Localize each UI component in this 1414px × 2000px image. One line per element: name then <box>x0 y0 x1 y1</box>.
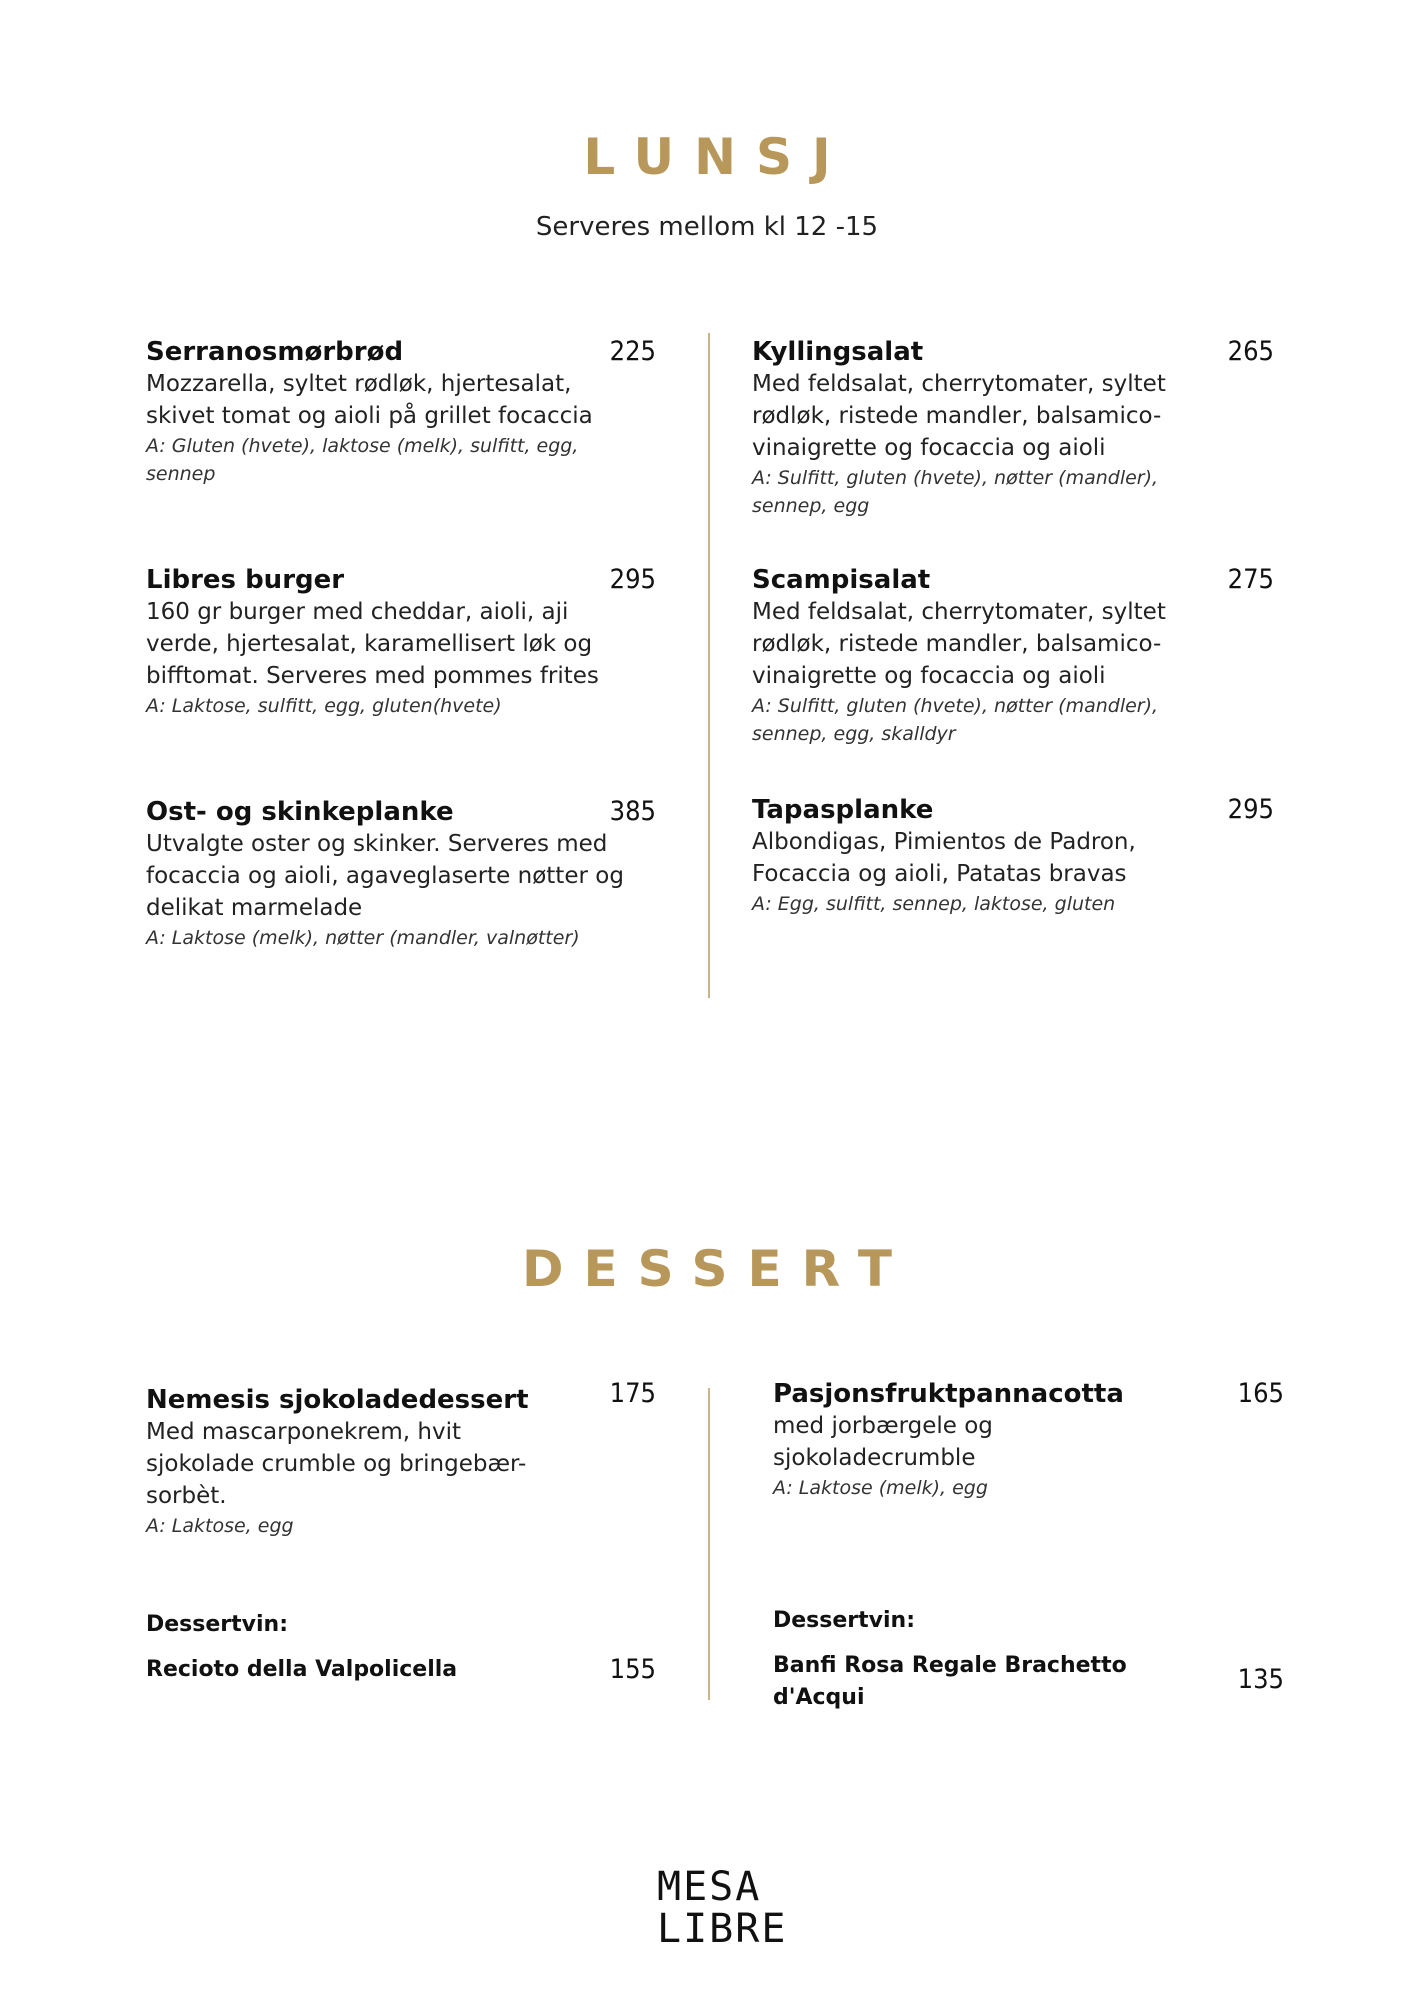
lunsj-title: LUNSJ <box>583 128 851 186</box>
mesa-libre-logo <box>657 1864 788 1952</box>
item-price: 175 <box>609 1378 656 1409</box>
menu-item <box>146 336 626 488</box>
lunsj-subtitle: Serveres mellom kl 12 -15 <box>535 212 879 242</box>
menu-item <box>146 564 626 720</box>
item-allergens: A: Laktose, egg <box>146 1515 294 1537</box>
item-description: Utvalgte oster og skinker. Serveres med focaccia og aioli, agaveglaserte nøtter og delikat marmelade <box>146 831 624 921</box>
item-price: 265 <box>1227 336 1274 367</box>
item-name: Serranosmørbrød <box>146 337 404 367</box>
item-name: Tapasplanke <box>752 795 934 825</box>
item-allergens: A: Laktose (melk), egg <box>773 1477 988 1499</box>
logo-line-2: LIBRE <box>657 1906 788 1952</box>
item-allergens: A: Laktose, sulfitt, egg, gluten(hvete) <box>146 695 502 717</box>
dessertvin-label: Dessertvin: <box>773 1608 916 1633</box>
item-price: 275 <box>1227 564 1274 595</box>
menu-item <box>773 1378 1253 1502</box>
menu-item <box>752 564 1232 748</box>
dessertvin-label: Dessertvin: <box>146 1612 289 1637</box>
item-allergens: A: Laktose (melk), nøtter (mandler, valnøtter) <box>146 927 580 949</box>
menu-item <box>146 1384 626 1540</box>
item-name: Scampisalat <box>752 565 931 595</box>
item-name: Kyllingsalat <box>752 337 924 367</box>
item-price: 295 <box>1227 794 1274 825</box>
item-price: 295 <box>609 564 656 595</box>
wine-name: Banfi Rosa Regale Brachetto d'Acqui <box>773 1653 1127 1710</box>
item-price: 385 <box>609 796 656 827</box>
item-name: Ost- og skinkeplanke <box>146 797 454 827</box>
item-allergens: A: Gluten (hvete), laktose (melk), sulfitt, egg, sennep <box>146 435 579 485</box>
item-allergens: A: Sulfitt, gluten (hvete), nøtter (mandler), sennep, egg, skalldyr <box>752 695 1159 745</box>
wine-price: 155 <box>609 1654 656 1685</box>
item-description: 160 gr burger med cheddar, aioli, aji verde, hjertesalat, karamellisert løk og bifftomat. Serveres med pommes frites <box>146 599 599 689</box>
item-price: 225 <box>609 336 656 367</box>
menu-item <box>146 796 626 952</box>
item-description: Med feldsalat, cherrytomater, syltet rødløk, ristede mandler, balsamico-vinaigrette og focaccia og aioli <box>752 599 1166 689</box>
wine-price: 135 <box>1237 1664 1284 1695</box>
lunsj-divider <box>708 333 710 998</box>
item-description: med jorbærgele og sjokoladecrumble <box>773 1413 993 1471</box>
item-description: Albondigas, Pimientos de Padron, Focaccia og aioli, Patatas bravas <box>752 829 1136 887</box>
item-description: Med feldsalat, cherrytomater, syltet rødløk, ristede mandler, balsamico-vinaigrette og focaccia og aioli <box>752 371 1166 461</box>
dessert-divider <box>708 1388 710 1700</box>
item-name: Nemesis sjokoladedessert <box>146 1385 529 1415</box>
logo-line-1: MESA <box>657 1864 762 1910</box>
item-description: Mozzarella, syltet rødløk, hjertesalat, skivet tomat og aioli på grillet focaccia <box>146 371 593 429</box>
item-name: Pasjonsfruktpannacotta <box>773 1379 1124 1409</box>
item-allergens: A: Sulfitt, gluten (hvete), nøtter (mandler), sennep, egg <box>752 467 1159 517</box>
item-allergens: A: Egg, sulfitt, sennep, laktose, gluten <box>752 893 1116 915</box>
wine-name: Recioto della Valpolicella <box>146 1657 458 1682</box>
item-description: Med mascarponekrem, hvit sjokolade crumble og bringebær-sorbèt. <box>146 1419 527 1509</box>
item-price: 165 <box>1237 1378 1284 1409</box>
dessert-title: DESSERT <box>522 1240 912 1298</box>
item-name: Libres burger <box>146 565 345 595</box>
menu-item <box>752 336 1232 520</box>
menu-item <box>752 794 1232 918</box>
